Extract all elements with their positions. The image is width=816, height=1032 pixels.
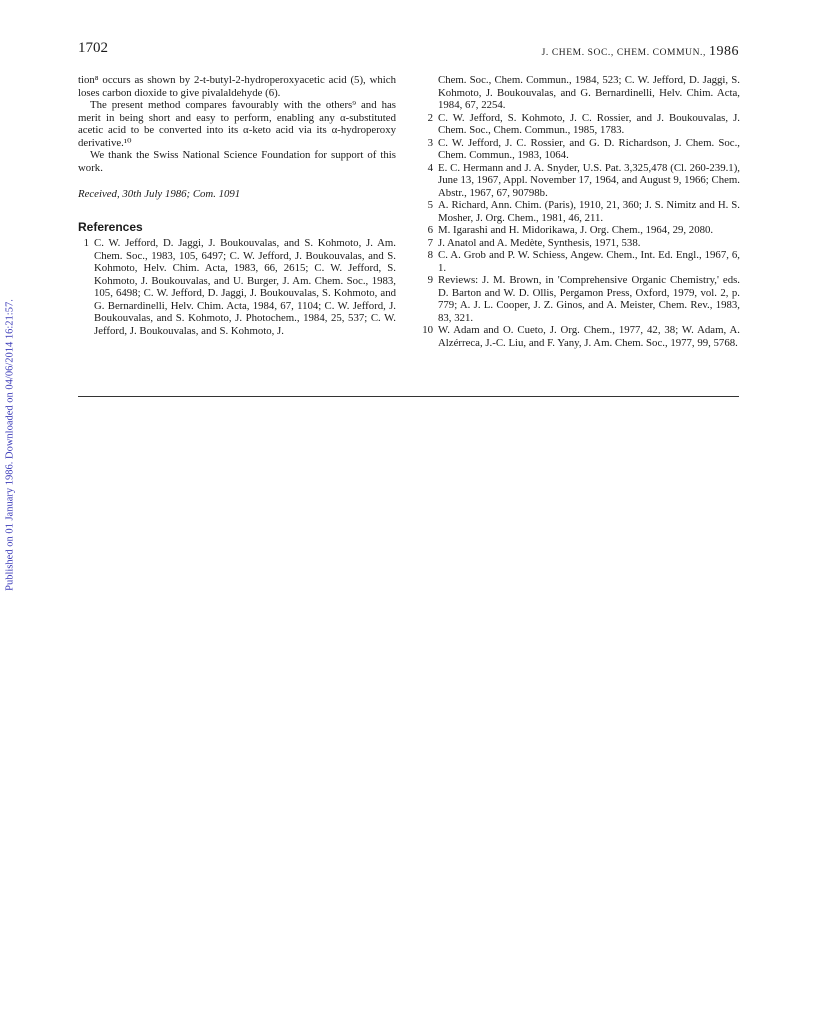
reference-text: Chem. Soc., Chem. Commun., 1984, 523; C. W. Jefford, D. Jaggi, S. Kohmoto, J. Boukouvalas, and G. Bernardinelli, Helv. Chim. Acta, 1984, 67, 2254.: [438, 74, 740, 111]
reference-item: [422, 274, 740, 324]
reference-item: [422, 199, 740, 224]
reference-text: C. A. Grob and P. W. Schiess, Angew. Chem., Int. Ed. Engl., 1967, 6, 1.: [438, 249, 740, 274]
reference-item: [422, 324, 740, 349]
reference-text: C. W. Jefford, D. Jaggi, J. Boukouvalas, and S. Kohmoto, J. Am. Chem. Soc., 1983, 105, 6497; C. W. Jefford, J. Boukouvalas, and S. Kohmoto, Helv. Chim. Acta, 1983, 66, 2615; C. W. Jefford, S. Kohmoto, J. Boukouvalas, and U. Burger, J. Am. Chem. Soc., 1983, 105, 6498; C. W. Jefford, D. Jaggi, J. Boukouvalas, S. Kohmoto, and G. Bernardinelli, Helv. Chim. Acta, 1984, 67, 1104; C. W. Jefford, J. Boukouvalas, and S. Kohmoto, J. Photochem., 1984, 25, 537; C. W. Jefford, J. Boukouvalas, and S. Kohmoto, J.: [94, 237, 396, 337]
reference-item: [422, 237, 740, 250]
reference-number: 5: [427, 199, 433, 211]
download-notice-text: Published on 01 January 1986. Downloaded on 04/06/2014 16:21:57.: [4, 299, 16, 591]
running-header: [542, 44, 739, 60]
reference-item: [422, 74, 740, 112]
reference-text: C. W. Jefford, S. Kohmoto, J. C. Rossier, and J. Boukouvalas, J. Chem. Soc., Chem. Commun., 1985, 1783.: [438, 111, 740, 136]
body-paragraph-1: tion⁸ occurs as shown by 2-t-butyl-2-hydroperoxyacetic acid (5), which loses carbon dioxide to give pivalaldehyde (6).: [78, 74, 396, 99]
reference-number: 8: [427, 249, 433, 261]
reference-number: 6: [427, 224, 433, 236]
reference-number: 9: [427, 274, 433, 286]
right-column: [422, 74, 740, 349]
reference-item: [422, 112, 740, 137]
reference-text: C. W. Jefford, J. C. Rossier, and G. D. Richardson, J. Chem. Soc., Chem. Commun., 1983, 1064.: [438, 136, 740, 161]
reference-text: Reviews: J. M. Brown, in 'Comprehensive Organic Chemistry,' eds. D. Barton and W. D. Ollis, Pergamon Press, Oxford, 1979, vol. 2, p. 779; A. J. L. Cooper, J. Z. Ginos, and A. Meister, Chem. Rev., 1983, 83, 321.: [438, 274, 740, 324]
reference-text: A. Richard, Ann. Chim. (Paris), 1910, 21, 360; J. S. Nimitz and H. S. Mosher, J. Org. Chem., 1981, 46, 211.: [438, 199, 740, 224]
reference-text: E. C. Hermann and J. A. Snyder, U.S. Pat. 3,325,478 (Cl. 260-239.1), June 13, 1967, Appl. November 17, 1964, and August 9, 1966; Chem. Abstr., 1967, 67, 90798b.: [438, 161, 740, 199]
references-heading: References: [78, 219, 143, 234]
reference-item: [422, 249, 740, 274]
reference-item: [78, 237, 396, 337]
reference-number: 7: [427, 236, 433, 249]
download-notice: [4, 295, 16, 595]
journal-year: 1986: [709, 44, 739, 59]
reference-number: 2: [427, 111, 433, 124]
reference-text: J. Anatol and A. Medète, Synthesis, 1971, 538.: [438, 236, 641, 249]
reference-item: [422, 162, 740, 200]
reference-text: M. Igarashi and H. Midorikawa, J. Org. Chem., 1964, 29, 2080.: [438, 224, 714, 236]
reference-item: [422, 137, 740, 162]
reference-text: W. Adam and O. Cueto, J. Org. Chem., 1977, 42, 38; W. Adam, A. Alzérreca, J.-C. Liu, and F. Yany, J. Am. Chem. Soc., 1977, 99, 5768.: [438, 324, 740, 349]
reference-number: 4: [427, 161, 433, 174]
reference-number: 3: [427, 136, 433, 149]
received-line: Received, 30th July 1986; Com. 1091: [78, 188, 241, 200]
acknowledgement: We thank the Swiss National Science Foundation for support of this work.: [78, 149, 396, 174]
page-number: 1702: [78, 40, 108, 56]
reference-number: 10: [422, 324, 433, 336]
body-paragraph-2: The present method compares favourably with the others⁹ and has merit in being short and easy to perform, enabling any α-substituted acetic acid to be converted into its α-keto acid via its α-hydroperoxy derivative.¹⁰: [78, 99, 396, 149]
left-column: [78, 74, 396, 337]
reference-number: 1: [83, 237, 89, 249]
journal-name: J. CHEM. SOC., CHEM. COMMUN.,: [541, 48, 707, 58]
reference-item: [422, 224, 740, 237]
section-divider: [78, 396, 739, 397]
